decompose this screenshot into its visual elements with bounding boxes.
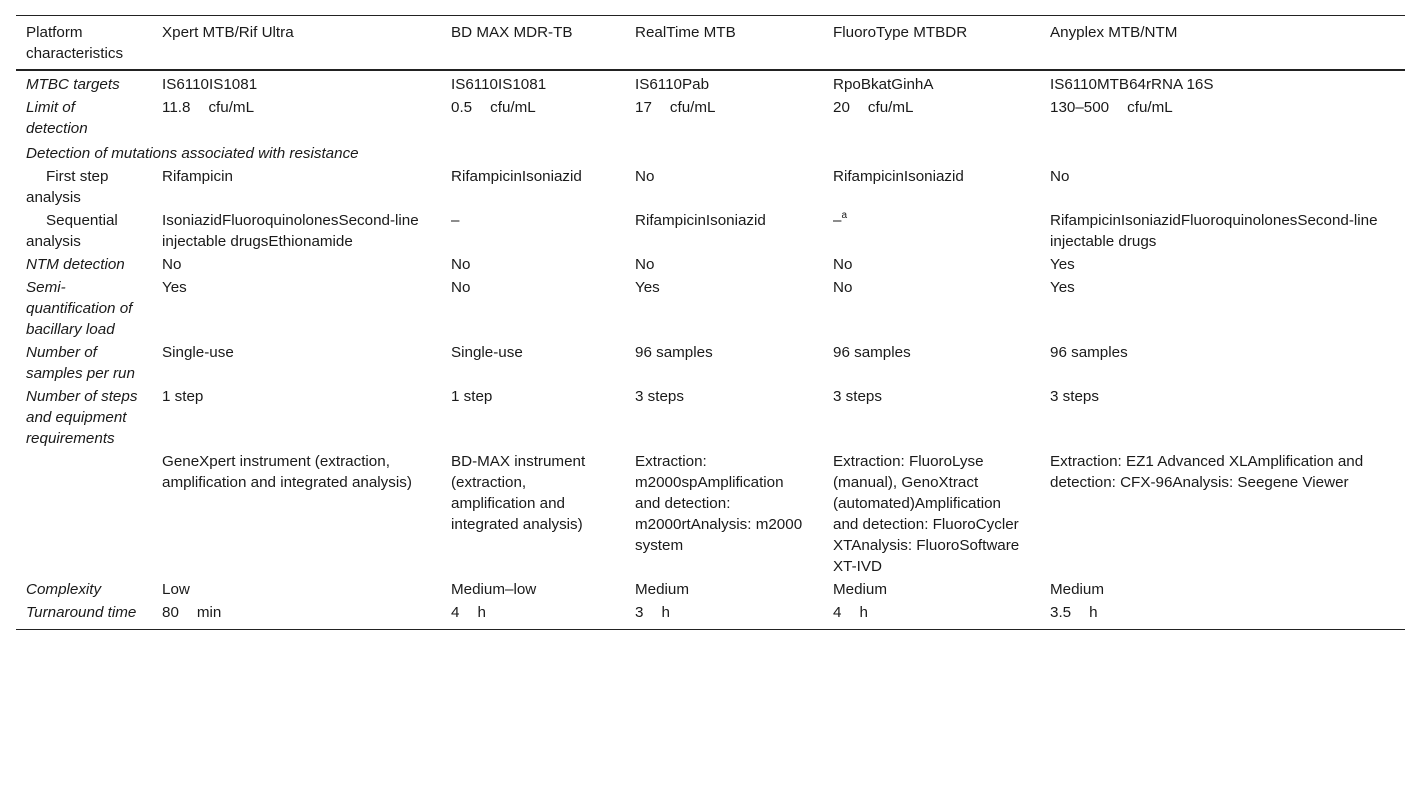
section-resistance-heading: Detection of mutations associated with resistance <box>26 145 359 162</box>
footnote-marker: a <box>841 209 848 221</box>
value: 4 <box>451 604 460 621</box>
cell: No <box>833 256 853 273</box>
row-label-ntm: NTM detection <box>26 256 125 273</box>
cell: No <box>1050 168 1070 185</box>
comparison-table-container <box>16 15 1405 630</box>
table-row <box>16 451 1405 579</box>
row-label-lod: Limit of detection <box>26 99 88 137</box>
cell: Medium <box>833 581 888 598</box>
cell: IS6110MTB64rRNA 16S <box>1050 76 1214 93</box>
cell: 96 samples <box>635 344 713 361</box>
cell <box>625 602 823 630</box>
header-xpert: Xpert MTB/Rif Ultra <box>162 24 294 41</box>
table-row <box>16 97 1405 141</box>
cell: IS6110IS1081 <box>451 76 547 93</box>
row-label-text: First step analysis <box>26 168 109 206</box>
unit: cfu/mL <box>208 99 255 116</box>
table-row <box>16 386 1405 451</box>
value: 11.8 <box>162 99 191 116</box>
unit: cfu/mL <box>490 99 536 116</box>
cell: RifampicinIsoniazid <box>833 168 964 185</box>
cell: Extraction: FluoroLyse (manual), GenoXtract (automated)Amplification and detection: FluoroCycler XTAnalysis: FluoroSoftware XT-IVD <box>833 453 1020 575</box>
cell: No <box>162 256 182 273</box>
cell: 3 steps <box>1050 388 1099 405</box>
unit: h <box>859 604 868 621</box>
unit: min <box>196 604 222 621</box>
cell: Yes <box>162 279 187 296</box>
cell: 1 step <box>451 388 493 405</box>
table-row <box>16 579 1405 602</box>
cell: Medium <box>635 581 690 598</box>
cell: 96 samples <box>833 344 911 361</box>
value: 20 <box>833 99 850 116</box>
cell: No <box>635 168 655 185</box>
row-label-tat: Turnaround time <box>26 604 137 621</box>
cell: Yes <box>1050 256 1075 273</box>
platform-comparison-table <box>16 15 1405 630</box>
cell: BD-MAX instrument (extraction, amplification and integrated analysis) <box>451 453 586 533</box>
cell: Rifampicin <box>162 168 233 185</box>
table-row <box>16 166 1405 210</box>
table-row <box>16 342 1405 386</box>
header-anyplex: Anyplex MTB/NTM <box>1050 24 1178 41</box>
header-platform-characteristics: Platform characteristics <box>26 24 124 62</box>
cell: IS6110Pab <box>635 76 710 93</box>
cell <box>625 97 823 141</box>
cell: Single-use <box>162 344 234 361</box>
value: 17 <box>635 99 652 116</box>
cell: Single-use <box>451 344 523 361</box>
unit: h <box>477 604 486 621</box>
cell: GeneXpert instrument (extraction, amplification and integrated analysis) <box>162 453 412 491</box>
cell: 3 steps <box>833 388 882 405</box>
header-fluorotype: FluoroType MTBDR <box>833 24 968 41</box>
cell: RpoBkatGinhA <box>833 76 934 93</box>
cell: Medium–low <box>451 581 537 598</box>
table-row <box>16 254 1405 277</box>
row-label-text: Sequential analysis <box>26 212 118 250</box>
row-label-steps: Number of steps and equipment requirements <box>26 388 138 447</box>
cell <box>823 97 1040 141</box>
cell <box>823 210 1040 254</box>
value: 4 <box>833 604 842 621</box>
cell: – <box>451 212 460 229</box>
cell: Extraction: m2000spAmplification and detection: m2000rtAnalysis: m2000 system <box>635 453 803 554</box>
cell <box>152 602 441 630</box>
table-row <box>16 70 1405 97</box>
value: 3.5 <box>1050 604 1072 621</box>
cell: No <box>451 279 471 296</box>
unit: h <box>661 604 670 621</box>
cell: RifampicinIsoniazid <box>635 212 766 229</box>
cell <box>441 97 625 141</box>
cell <box>152 97 441 141</box>
value: 80 <box>162 604 179 621</box>
cell: IS6110IS1081 <box>162 76 258 93</box>
cell: RifampicinIsoniazidFluoroquinolonesSecond-line injectable drugs <box>1050 212 1378 250</box>
cell: Yes <box>1050 279 1075 296</box>
table-row <box>16 602 1405 630</box>
value: 130–500 <box>1050 99 1110 116</box>
header-realtime: RealTime MTB <box>635 24 736 41</box>
row-label-first-step <box>16 166 152 210</box>
row-label-samples: Number of samples per run <box>26 344 135 382</box>
cell: Yes <box>635 279 660 296</box>
cell: 1 step <box>162 388 204 405</box>
unit: h <box>1089 604 1098 621</box>
table-row <box>16 210 1405 254</box>
cell: Medium <box>1050 581 1105 598</box>
row-label-semiquant: Semi-quantification of bacillary load <box>26 279 133 338</box>
row-label-equipment <box>16 451 152 579</box>
row-label-targets: MTBC targets <box>26 76 120 93</box>
cell: No <box>833 279 853 296</box>
cell: No <box>451 256 471 273</box>
cell <box>1040 97 1405 141</box>
cell: Extraction: EZ1 Advanced XLAmplification and detection: CFX-96Analysis: Seegene Viewer <box>1050 453 1364 491</box>
value: 0.5 <box>451 99 473 116</box>
cell: 3 steps <box>635 388 684 405</box>
table-row <box>16 277 1405 342</box>
cell: 96 samples <box>1050 344 1128 361</box>
unit: cfu/mL <box>867 99 914 116</box>
value: 3 <box>635 604 644 621</box>
unit: cfu/mL <box>669 99 716 116</box>
unit: cfu/mL <box>1127 99 1173 116</box>
section-row <box>16 141 1405 166</box>
cell <box>823 602 1040 630</box>
cell: RifampicinIsoniazid <box>451 168 582 185</box>
header-bdmax: BD MAX MDR-TB <box>451 24 573 41</box>
cell: No <box>635 256 655 273</box>
value: – <box>833 212 842 229</box>
row-label-sequential <box>16 210 152 254</box>
cell: IsoniazidFluoroquinolonesSecond-line injectable drugsEthionamide <box>162 212 419 250</box>
cell <box>1040 602 1405 630</box>
row-label-complexity: Complexity <box>26 581 102 598</box>
table-header-row <box>16 16 1405 71</box>
cell <box>441 602 625 630</box>
cell: Low <box>162 581 190 598</box>
